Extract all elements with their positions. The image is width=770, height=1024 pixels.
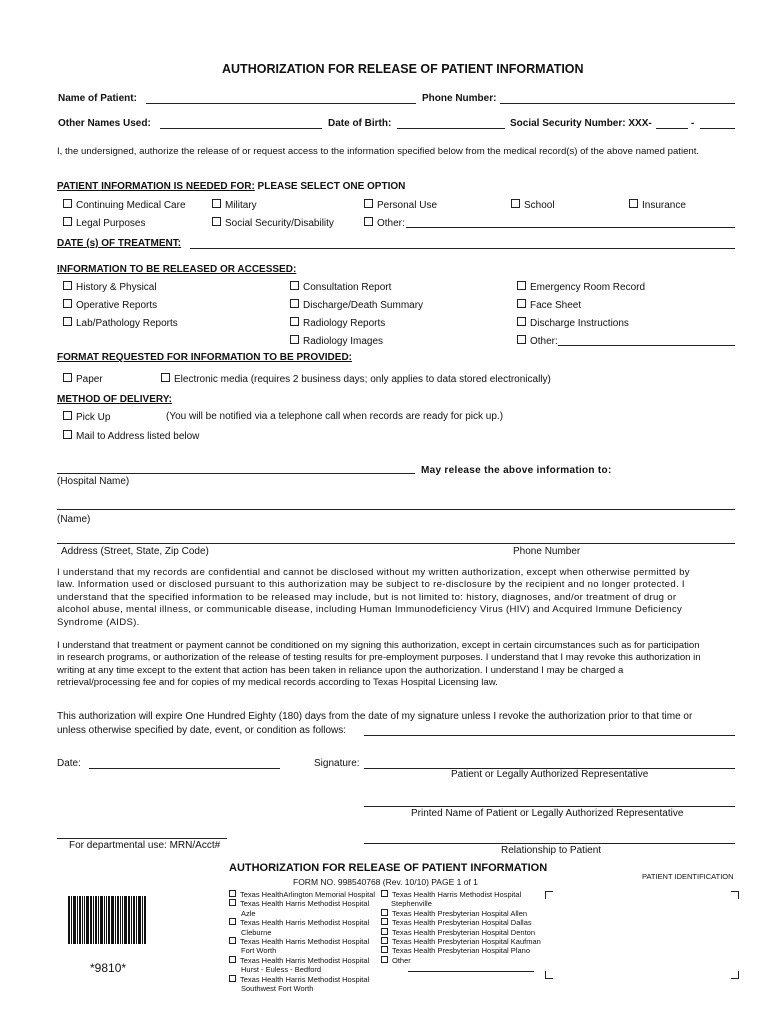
option-label: Other:: [377, 218, 405, 229]
ssn-label: Social Security Number: XXX-: [510, 118, 652, 129]
hospital-label: Texas Health Harris Methodist Hospital: [240, 974, 370, 984]
footer-title: AUTHORIZATION FOR RELEASE OF PATIENT INFORMATION: [229, 862, 548, 874]
info-discharge-summary[interactable]: [290, 299, 423, 311]
format-heading: FORMAT REQUESTED FOR INFORMATION TO BE PROVIDED:: [57, 352, 352, 363]
option-military[interactable]: [212, 199, 257, 211]
barcode: [68, 896, 158, 944]
option-label: Face Sheet: [530, 300, 582, 311]
option-label: Social Security/Disability: [225, 218, 334, 229]
hospital-option[interactable]: [229, 899, 375, 908]
hospital-city: Fort Worth: [241, 946, 277, 956]
delivery-pickup[interactable]: [63, 411, 110, 423]
recipient-name-field[interactable]: [57, 509, 735, 510]
hospital-city: Southwest Fort Worth: [241, 984, 314, 994]
checkbox[interactable]: [63, 299, 72, 308]
info-face-sheet[interactable]: [517, 299, 581, 311]
phone-number-field[interactable]: [500, 103, 735, 104]
option-label: Radiology Reports: [303, 318, 386, 329]
patient-identification-label: PATIENT IDENTIFICATION: [642, 872, 734, 881]
info-discharge-instructions[interactable]: [517, 317, 629, 329]
checkbox[interactable]: [629, 199, 638, 208]
signature-caption: Patient or Legally Authorized Representative: [451, 769, 649, 780]
hospital-list-left: [229, 890, 375, 993]
checkbox[interactable]: [517, 281, 526, 290]
option-label: Lab/Pathology Reports: [76, 318, 178, 329]
option-legal[interactable]: [63, 217, 146, 229]
checkbox[interactable]: [63, 317, 72, 326]
checkbox[interactable]: [517, 335, 526, 344]
checkbox[interactable]: [63, 411, 72, 420]
hospital-option[interactable]: [381, 890, 541, 899]
ssn-part-field[interactable]: [656, 128, 688, 129]
hospital-option[interactable]: [229, 937, 375, 946]
option-school[interactable]: [511, 199, 555, 211]
intro-text: I, the undersigned, authorize the release of or request access to the information specified below from the medical record(s) of the above named patient.: [57, 146, 700, 157]
expiration-condition-field[interactable]: [364, 735, 735, 736]
option-label: School: [524, 200, 555, 211]
other-names-field[interactable]: [160, 128, 322, 129]
option-label: Personal Use: [377, 200, 438, 211]
purpose-other-field[interactable]: [406, 227, 735, 228]
info-history-physical[interactable]: [63, 281, 157, 293]
option-other[interactable]: [364, 217, 405, 229]
date-label: Date:: [57, 758, 81, 769]
hospital-label: Other: [392, 955, 411, 965]
option-label: Consultation Report: [303, 282, 392, 293]
option-label: Discharge Instructions: [530, 318, 629, 329]
corner-mark: [731, 891, 739, 899]
hospital-option[interactable]: [381, 928, 541, 937]
hospital-label: Texas Health Harris Methodist Hospital: [392, 890, 522, 899]
dates-of-treatment-label: DATE (s) OF TREATMENT:: [57, 238, 182, 249]
option-label: Pick Up: [76, 412, 111, 423]
corner-mark: [545, 971, 553, 979]
option-label: Mail to Address listed below: [76, 431, 200, 442]
hospital-list-right: [381, 890, 541, 965]
info-other[interactable]: [517, 335, 558, 347]
option-label: Paper: [76, 374, 103, 385]
form-title: AUTHORIZATION FOR RELEASE OF PATIENT INFORMATION: [222, 62, 584, 76]
purpose-heading: [57, 181, 405, 192]
hospital-other-field[interactable]: [408, 971, 534, 972]
barcode-text: *9810*: [90, 961, 127, 975]
checkbox[interactable]: [290, 335, 299, 344]
info-other-field[interactable]: [558, 345, 735, 346]
checkbox[interactable]: [364, 217, 373, 226]
hospital-label: Texas Health Presbyterian Hospital Dallas: [392, 918, 532, 928]
hospital-city: Cleburne: [241, 927, 272, 937]
name-of-patient-label: Name of Patient:: [58, 93, 137, 104]
delivery-heading: METHOD OF DELIVERY:: [57, 394, 172, 405]
dob-field[interactable]: [397, 128, 505, 129]
hospital-option-other[interactable]: [381, 956, 541, 965]
treatment-paragraph: I understand that treatment or payment cannot be conditioned on my signing this authorization, except in certain circumstances such as for participation in research programs, or authorization of the release of testing results for pre-employment purposes. I understand that I may revoke this authorization in writing at any time except to the extent that action has been taken in reliance upon the authorization. I understand I may be charged a retrieval/processing fee and for copies of my medical records according to Texas Hospital Licensing law.: [57, 640, 701, 689]
info-lab-pathology[interactable]: [63, 317, 178, 329]
dates-of-treatment-field[interactable]: [190, 248, 735, 249]
hospital-city: Hurst - Euless - Bedford: [241, 965, 322, 975]
option-label: History & Physical: [76, 282, 157, 293]
option-label: Continuing Medical Care: [76, 200, 186, 211]
hospital-city: Azle: [241, 908, 256, 918]
info-operative-reports[interactable]: [63, 299, 157, 311]
checkbox[interactable]: [517, 317, 526, 326]
hospital-name-caption: (Hospital Name): [57, 476, 130, 487]
hospital-label: Texas Health Presbyterian Hospital Plano: [392, 946, 530, 956]
hospital-label: Texas Health Harris Methodist Hospital: [240, 955, 370, 965]
other-names-label: Other Names Used:: [58, 118, 151, 129]
name-of-patient-field[interactable]: [146, 103, 416, 104]
recipient-phone-caption: Phone Number: [513, 546, 581, 557]
hospital-label: Texas Health Harris Methodist Hospital: [240, 937, 370, 947]
checkbox[interactable]: [63, 281, 72, 290]
dob-label: Date of Birth:: [328, 118, 392, 129]
ssn-last4-field[interactable]: [700, 128, 735, 129]
option-label: Legal Purposes: [76, 218, 146, 229]
hospital-label: Texas Health Presbyterian Hospital Denton: [392, 927, 535, 937]
option-label: Discharge/Death Summary: [303, 300, 424, 311]
info-radiology-images[interactable]: [290, 335, 383, 347]
checkbox[interactable]: [63, 199, 72, 208]
hospital-option[interactable]: [229, 956, 375, 965]
hospital-city: Stephenville: [391, 899, 432, 909]
phone-number-label: Phone Number:: [422, 93, 497, 104]
may-release-label: May release the above information to:: [421, 465, 612, 476]
option-social-security[interactable]: [212, 217, 334, 229]
purpose-heading-rest: PLEASE SELECT ONE OPTION: [254, 181, 406, 192]
checkbox[interactable]: [212, 217, 221, 226]
hospital-label: Texas Health Harris Methodist Hospital: [240, 918, 370, 928]
info-consultation[interactable]: [290, 281, 391, 293]
signature-label: Signature:: [314, 758, 360, 769]
hospital-label: Texas Health Presbyterian Hospital Allen: [392, 908, 528, 918]
info-radiology-reports[interactable]: [290, 317, 385, 329]
checkbox[interactable]: [161, 373, 170, 382]
option-label: Military: [225, 200, 257, 211]
format-paper[interactable]: [63, 373, 103, 385]
info-emergency-room[interactable]: [517, 281, 645, 293]
info-released-heading: INFORMATION TO BE RELEASED OR ACCESSED:: [57, 264, 297, 275]
confidentiality-paragraph: I understand that my records are confidential and cannot be disclosed without my written authorization, except when otherwise permitted by law. Information used or disclosed pursuant to this authorization may be subject to re-disclosure by the recipient and no longer protected. I understand that the specified information to be released may include, but is not limited to: history, diagnoses, and/or treatment of drug or alcohol abuse, mental illness, or communicable disease, including Human Immunodeficiency Virus (HIV) and Acquired Immune Deficiency Syndrome (AIDS).: [57, 567, 690, 628]
purpose-heading-underlined: PATIENT INFORMATION IS NEEDED FOR:: [57, 181, 255, 192]
option-label: Operative Reports: [76, 300, 158, 311]
relationship-field[interactable]: [364, 843, 735, 844]
relationship-caption: Relationship to Patient: [501, 845, 602, 856]
checkbox[interactable]: [290, 299, 299, 308]
hospital-option[interactable]: [381, 918, 541, 927]
hospital-option[interactable]: [381, 937, 541, 946]
dept-use-line: [57, 838, 227, 839]
delivery-mail[interactable]: [63, 430, 199, 442]
signature-date-field[interactable]: [89, 768, 280, 769]
hospital-option[interactable]: [229, 975, 375, 984]
address-field[interactable]: [57, 543, 735, 544]
hospital-label: Texas HealthArlington Memorial Hospital: [240, 890, 376, 899]
hospital-option[interactable]: [381, 946, 541, 955]
checkbox[interactable]: [63, 430, 72, 439]
corner-mark: [731, 971, 739, 979]
hospital-option[interactable]: [229, 890, 375, 899]
checkbox[interactable]: [290, 317, 299, 326]
address-caption: Address (Street, State, Zip Code): [61, 546, 209, 557]
checkbox[interactable]: [364, 199, 373, 208]
recipient-name-caption: (Name): [57, 514, 91, 525]
option-label: Other:: [530, 336, 558, 347]
option-continuing-care[interactable]: [63, 199, 186, 211]
pickup-note: (You will be notified via a telephone call when records are ready for pick up.): [166, 411, 504, 422]
checkbox[interactable]: [290, 281, 299, 290]
hospital-label: Texas Health Presbyterian Hospital Kaufman: [392, 937, 541, 947]
hospital-label: Texas Health Harris Methodist Hospital: [240, 899, 370, 909]
printed-name-caption: Printed Name of Patient or Legally Authorized Representative: [411, 808, 684, 819]
form-number: FORM NO. 998540768 (Rev. 10/10) PAGE 1 of 1: [293, 877, 478, 887]
printed-name-field[interactable]: [364, 806, 735, 807]
option-insurance[interactable]: [629, 199, 686, 211]
hospital-name-field[interactable]: [57, 473, 415, 474]
option-label: Emergency Room Record: [530, 282, 646, 293]
checkbox[interactable]: [63, 217, 72, 226]
checkbox[interactable]: [517, 299, 526, 308]
checkbox[interactable]: [63, 373, 72, 382]
expiration-text-2: unless otherwise specified by date, event, or condition as follows:: [57, 725, 347, 736]
checkbox[interactable]: [212, 199, 221, 208]
option-label: Electronic media (requires 2 business days; only applies to data stored electronically): [174, 374, 551, 385]
hospital-option[interactable]: [229, 918, 375, 927]
ssn-dash: -: [691, 118, 695, 129]
hospital-option[interactable]: [381, 909, 541, 918]
option-label: Insurance: [642, 200, 686, 211]
dept-use-label: For departmental use: MRN/Acct#: [69, 840, 221, 851]
option-label: Radiology Images: [303, 336, 384, 347]
corner-mark: [545, 891, 553, 899]
format-electronic[interactable]: [161, 373, 551, 385]
option-personal-use[interactable]: [364, 199, 437, 211]
checkbox[interactable]: [511, 199, 520, 208]
expiration-text-1: This authorization will expire One Hundred Eighty (180) days from the date of my signature unless I revoke the authorization prior to that time or: [57, 711, 693, 722]
